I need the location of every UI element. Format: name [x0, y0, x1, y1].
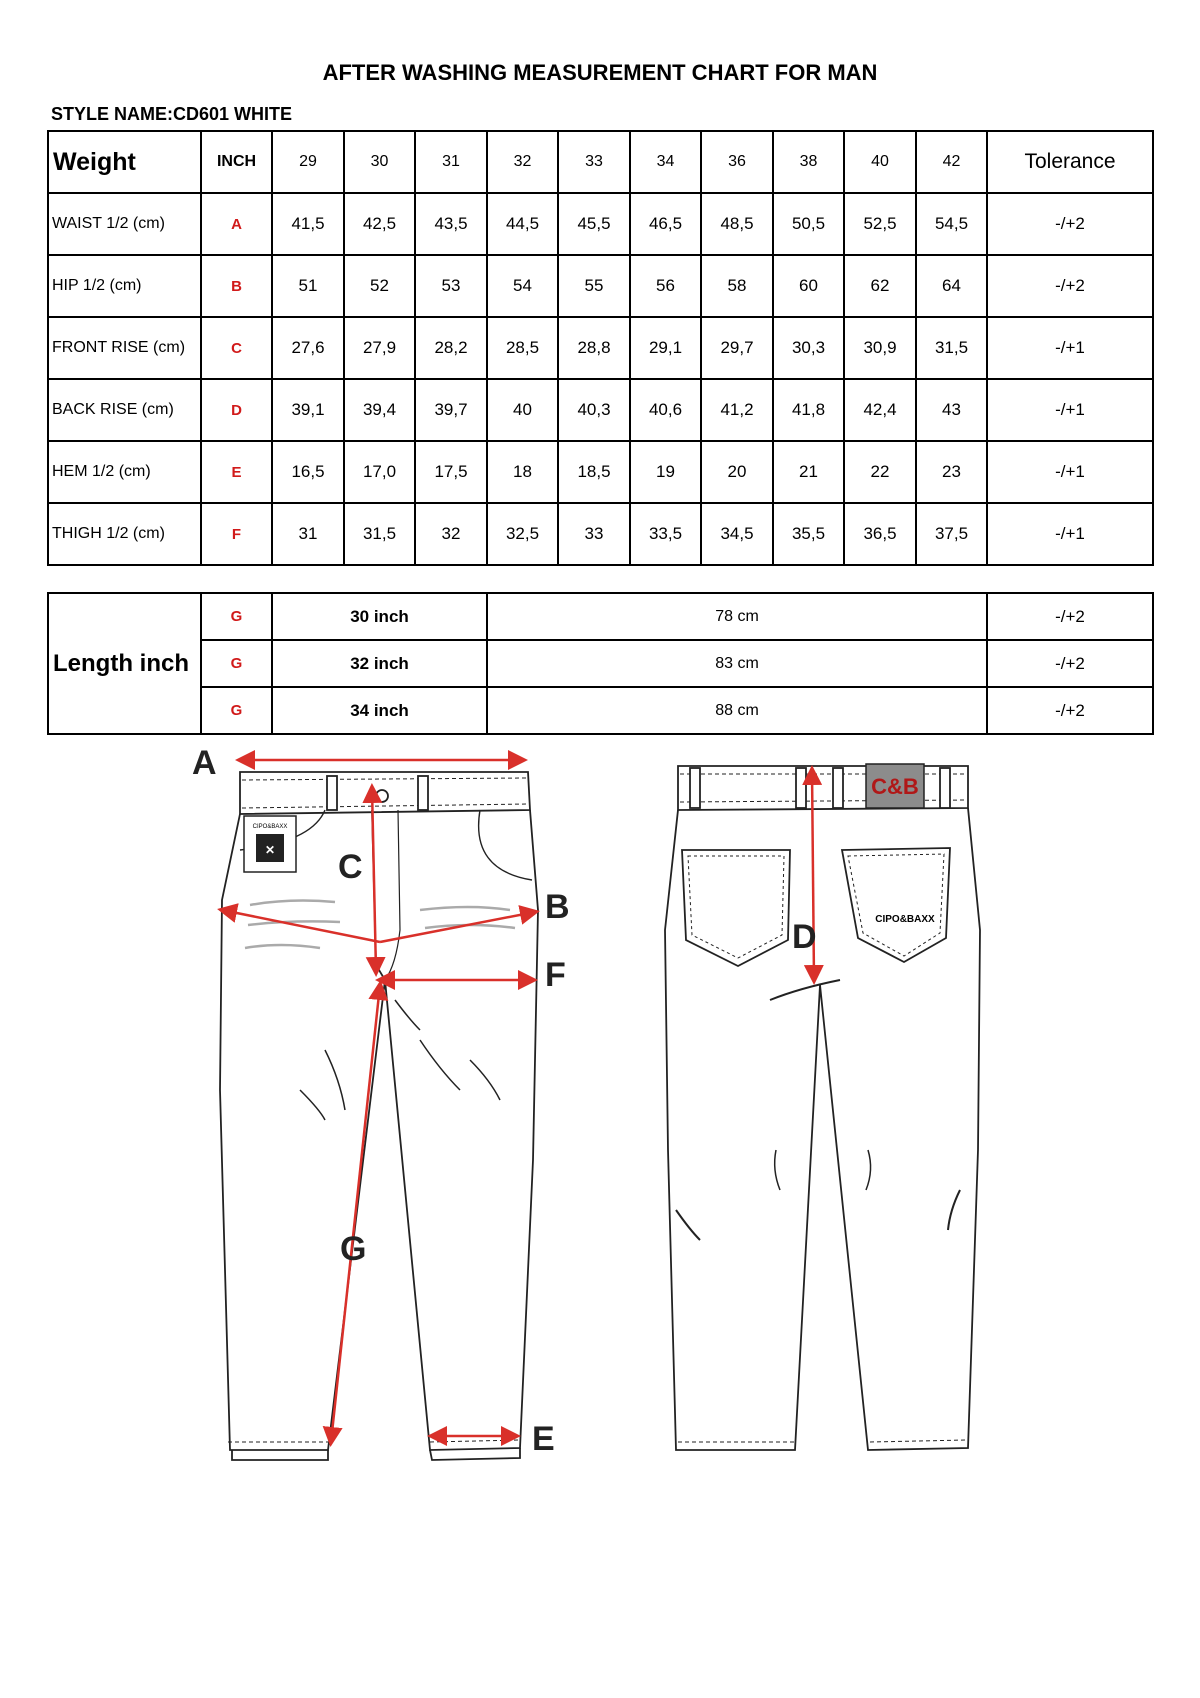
length-tolerance: -/+2	[987, 593, 1153, 640]
measurement-value: 22	[844, 441, 916, 503]
label-b: B	[545, 888, 570, 926]
weight-header: Weight	[48, 131, 201, 193]
length-tolerance: -/+2	[987, 687, 1153, 734]
label-g: G	[340, 1230, 367, 1268]
measurement-value: 53	[415, 255, 487, 317]
size-header: 30	[344, 131, 415, 193]
size-header-row	[48, 131, 1153, 193]
tolerance-value: -/+1	[987, 441, 1153, 503]
measurement-label: BACK RISE (cm)	[48, 379, 201, 441]
measurement-value: 56	[630, 255, 701, 317]
hip-arrow-left	[222, 910, 380, 942]
measurement-label: WAIST 1/2 (cm)	[48, 193, 201, 255]
measurement-row	[48, 317, 1153, 379]
measurement-value: 40,6	[630, 379, 701, 441]
back-jeans-drawing	[665, 766, 980, 1450]
front-patch	[244, 816, 296, 872]
measurement-value: 32	[415, 503, 487, 565]
back-pocket-text: CIPO&BAXX	[875, 914, 935, 925]
measurement-value: 52,5	[844, 193, 916, 255]
jeans-measurement-diagram	[0, 730, 1200, 1490]
length-row	[48, 640, 1153, 687]
measurement-value: 39,7	[415, 379, 487, 441]
measure-code: E	[201, 441, 272, 503]
measurement-value: 30,9	[844, 317, 916, 379]
measurement-value: 41,2	[701, 379, 773, 441]
measurement-value: 48,5	[701, 193, 773, 255]
measurement-value: 44,5	[487, 193, 558, 255]
measurement-value: 18,5	[558, 441, 630, 503]
front-jeans-drawing	[220, 772, 538, 1460]
measurement-value: 34,5	[701, 503, 773, 565]
measurement-row	[48, 441, 1153, 503]
measurement-value: 23	[916, 441, 987, 503]
measurement-value: 17,0	[344, 441, 415, 503]
measurement-value: 58	[701, 255, 773, 317]
measurement-value: 30,3	[773, 317, 844, 379]
length-cm: 88 cm	[487, 687, 987, 734]
measurement-value: 20	[701, 441, 773, 503]
measurement-value: 42,5	[344, 193, 415, 255]
measurement-value: 43	[916, 379, 987, 441]
measurement-value: 16,5	[272, 441, 344, 503]
measurement-label: HIP 1/2 (cm)	[48, 255, 201, 317]
measurement-value: 55	[558, 255, 630, 317]
tolerance-value: -/+1	[987, 503, 1153, 565]
measurement-value: 31	[272, 503, 344, 565]
length-cm: 78 cm	[487, 593, 987, 640]
measurement-value: 17,5	[415, 441, 487, 503]
length-row	[48, 687, 1153, 734]
measurement-label: THIGH 1/2 (cm)	[48, 503, 201, 565]
size-header: 42	[916, 131, 987, 193]
measurement-value: 46,5	[630, 193, 701, 255]
measure-code: G	[201, 640, 272, 687]
measurement-value: 32,5	[487, 503, 558, 565]
measurement-value: 62	[844, 255, 916, 317]
measurement-value: 54,5	[916, 193, 987, 255]
length-cm: 83 cm	[487, 640, 987, 687]
measure-code: B	[201, 255, 272, 317]
svg-text:✕: ✕	[264, 843, 276, 857]
measurement-value: 39,1	[272, 379, 344, 441]
measurement-label: HEM 1/2 (cm)	[48, 441, 201, 503]
tolerance-value: -/+2	[987, 255, 1153, 317]
size-header: 29	[272, 131, 344, 193]
length-inch: 30 inch	[272, 593, 487, 640]
tolerance-header: Tolerance	[987, 131, 1153, 193]
measurement-value: 27,6	[272, 317, 344, 379]
front-rise-arrow	[372, 788, 376, 972]
measurement-value: 52	[344, 255, 415, 317]
measurement-value: 37,5	[916, 503, 987, 565]
length-label: Length inch	[48, 593, 201, 734]
front-patch-text: CIPO&BAXX	[252, 824, 288, 830]
inseam-arrow	[331, 985, 380, 1442]
tolerance-value: -/+2	[987, 193, 1153, 255]
measurement-value: 43,5	[415, 193, 487, 255]
size-header: 32	[487, 131, 558, 193]
style-name: STYLE NAME:CD601 WHITE	[51, 104, 293, 124]
size-header: 34	[630, 131, 701, 193]
length-inch: 34 inch	[272, 687, 487, 734]
back-label-text: C&B	[871, 774, 919, 799]
label-d: D	[792, 918, 817, 956]
measurement-value: 29,7	[701, 317, 773, 379]
measurement-value: 29,1	[630, 317, 701, 379]
measurement-value: 42,4	[844, 379, 916, 441]
measure-code: G	[201, 687, 272, 734]
measurement-value: 18	[487, 441, 558, 503]
tolerance-value: -/+1	[987, 317, 1153, 379]
measurement-value: 40	[487, 379, 558, 441]
size-header: 31	[415, 131, 487, 193]
label-a: A	[192, 744, 217, 782]
measurement-row	[48, 255, 1153, 317]
measure-code: F	[201, 503, 272, 565]
measurement-value: 41,8	[773, 379, 844, 441]
measurement-value: 35,5	[773, 503, 844, 565]
measure-code: A	[201, 193, 272, 255]
measurement-row	[48, 379, 1153, 441]
measurement-value: 64	[916, 255, 987, 317]
size-header: 38	[773, 131, 844, 193]
measurement-row	[48, 503, 1153, 565]
length-row	[48, 593, 1153, 640]
page-title: AFTER WASHING MEASUREMENT CHART FOR MAN	[322, 60, 878, 85]
measurement-value: 28,8	[558, 317, 630, 379]
label-e: E	[532, 1420, 555, 1458]
measure-code: D	[201, 379, 272, 441]
measure-code: C	[201, 317, 272, 379]
measurement-value: 41,5	[272, 193, 344, 255]
measurement-value: 28,5	[487, 317, 558, 379]
measurement-value: 31,5	[916, 317, 987, 379]
length-inch: 32 inch	[272, 640, 487, 687]
measurement-value: 31,5	[344, 503, 415, 565]
length-table	[47, 592, 1154, 735]
measurement-value: 27,9	[344, 317, 415, 379]
measurement-value: 60	[773, 255, 844, 317]
measure-code: G	[201, 593, 272, 640]
length-tolerance: -/+2	[987, 640, 1153, 687]
measurement-label: FRONT RISE (cm)	[48, 317, 201, 379]
measurement-value: 39,4	[344, 379, 415, 441]
label-c: C	[338, 848, 363, 886]
measurement-value: 36,5	[844, 503, 916, 565]
measurement-value: 54	[487, 255, 558, 317]
measurement-value: 33,5	[630, 503, 701, 565]
measurement-row	[48, 193, 1153, 255]
measurement-value: 33	[558, 503, 630, 565]
measurement-value: 45,5	[558, 193, 630, 255]
back-brand-label	[866, 764, 924, 808]
measurement-value: 40,3	[558, 379, 630, 441]
size-measurement-table	[47, 130, 1154, 566]
measurement-value: 19	[630, 441, 701, 503]
measurement-value: 28,2	[415, 317, 487, 379]
size-header: 40	[844, 131, 916, 193]
size-header: 33	[558, 131, 630, 193]
size-header: 36	[701, 131, 773, 193]
label-f: F	[545, 956, 566, 994]
measurement-value: 50,5	[773, 193, 844, 255]
measurement-value: 51	[272, 255, 344, 317]
tolerance-value: -/+1	[987, 379, 1153, 441]
measurement-value: 21	[773, 441, 844, 503]
inch-header: INCH	[201, 131, 272, 193]
